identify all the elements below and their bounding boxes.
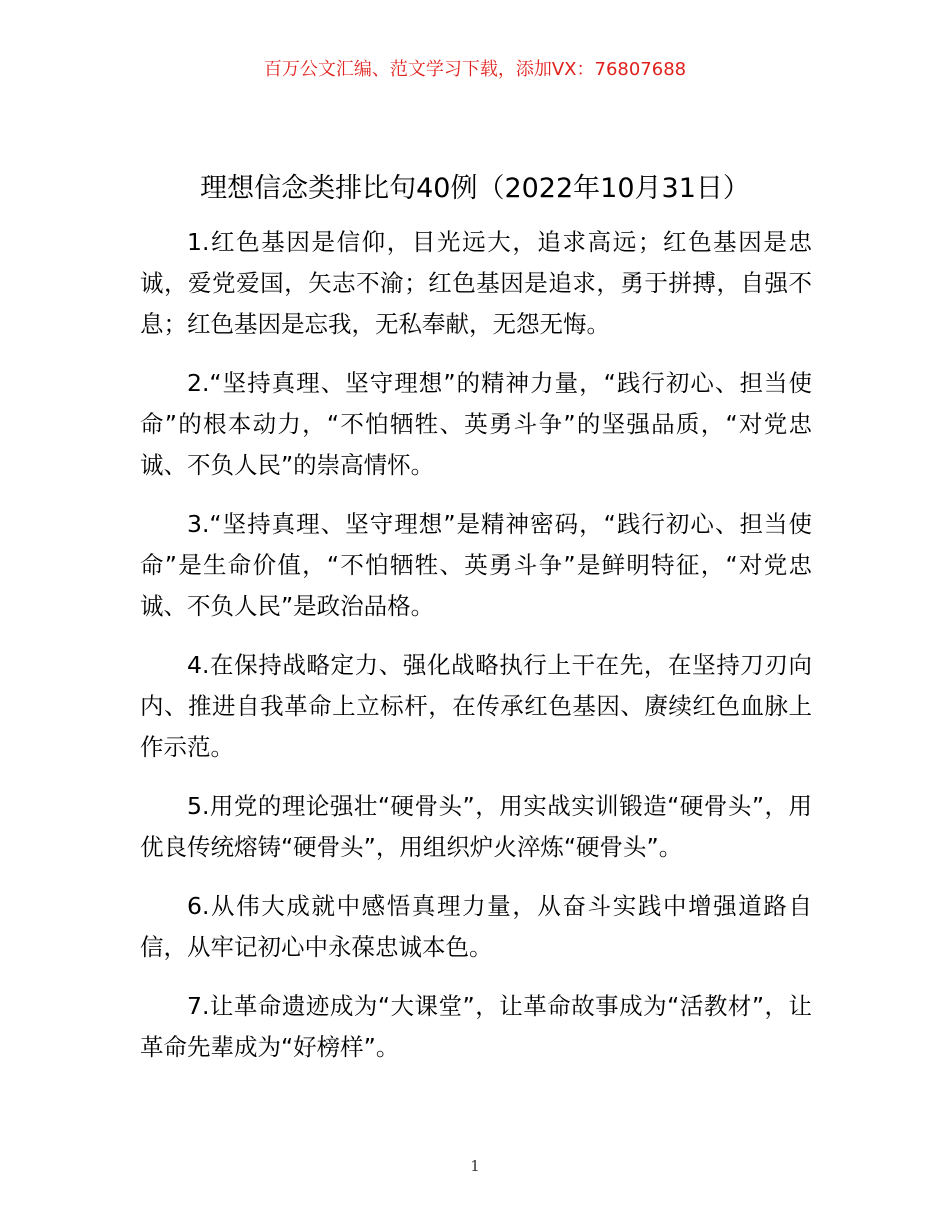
header-banner: 百万公文汇编、范文学习下载，添加VX：76807688: [263, 59, 687, 80]
paragraph-4: 4.在保持战略定力、强化战略执行上干在先，在坚持刀刃向内、推进自我革命上立标杆，在传承红色基因、赓续红色血脉上作示范。: [140, 651, 812, 761]
paragraph-1: 1.红色基因是信仰，目光远大，追求高远；红色基因是忠诚，爱党爱国，矢志不渝；红色基因是追求，勇于拼搏，自强不息；红色基因是忘我，无私奉献，无怨无悔。: [140, 228, 812, 338]
paragraph-3: 3.“坚持真理、坚守理想”是精神密码，“践行初心、担当使命”是生命价值，“不怕牺牲、英勇斗争”是鲜明特征，“对党忠诚、不负人民”是政治品格。: [140, 510, 812, 620]
paragraph-5: 5.用党的理论强壮“硬骨头”，用实战实训锻造“硬骨头”，用优良传统熔铸“硬骨头”，用组织炉火淬炼“硬骨头”。: [140, 792, 812, 861]
document-title: 理想信念类排比句40例（2022年10月31日）: [200, 173, 750, 204]
paragraph-7: 7.让革命遗迹成为“大课堂”，让革命故事成为“活教材”，让革命先辈成为“好榜样”。: [140, 992, 812, 1061]
paragraph-2: 2.“坚持真理、坚守理想”的精神力量，“践行初心、担当使命”的根本动力，“不怕牺牲、英勇斗争”的坚强品质，“对党忠诚、不负人民”的崇高情怀。: [140, 369, 812, 479]
document-body: [140, 222, 812, 1086]
paragraph-6: 6.从伟大成就中感悟真理力量，从奋斗实践中增强道路自信，从牢记初心中永葆忠诚本色。: [140, 892, 812, 961]
page-number: 1: [470, 1157, 480, 1175]
